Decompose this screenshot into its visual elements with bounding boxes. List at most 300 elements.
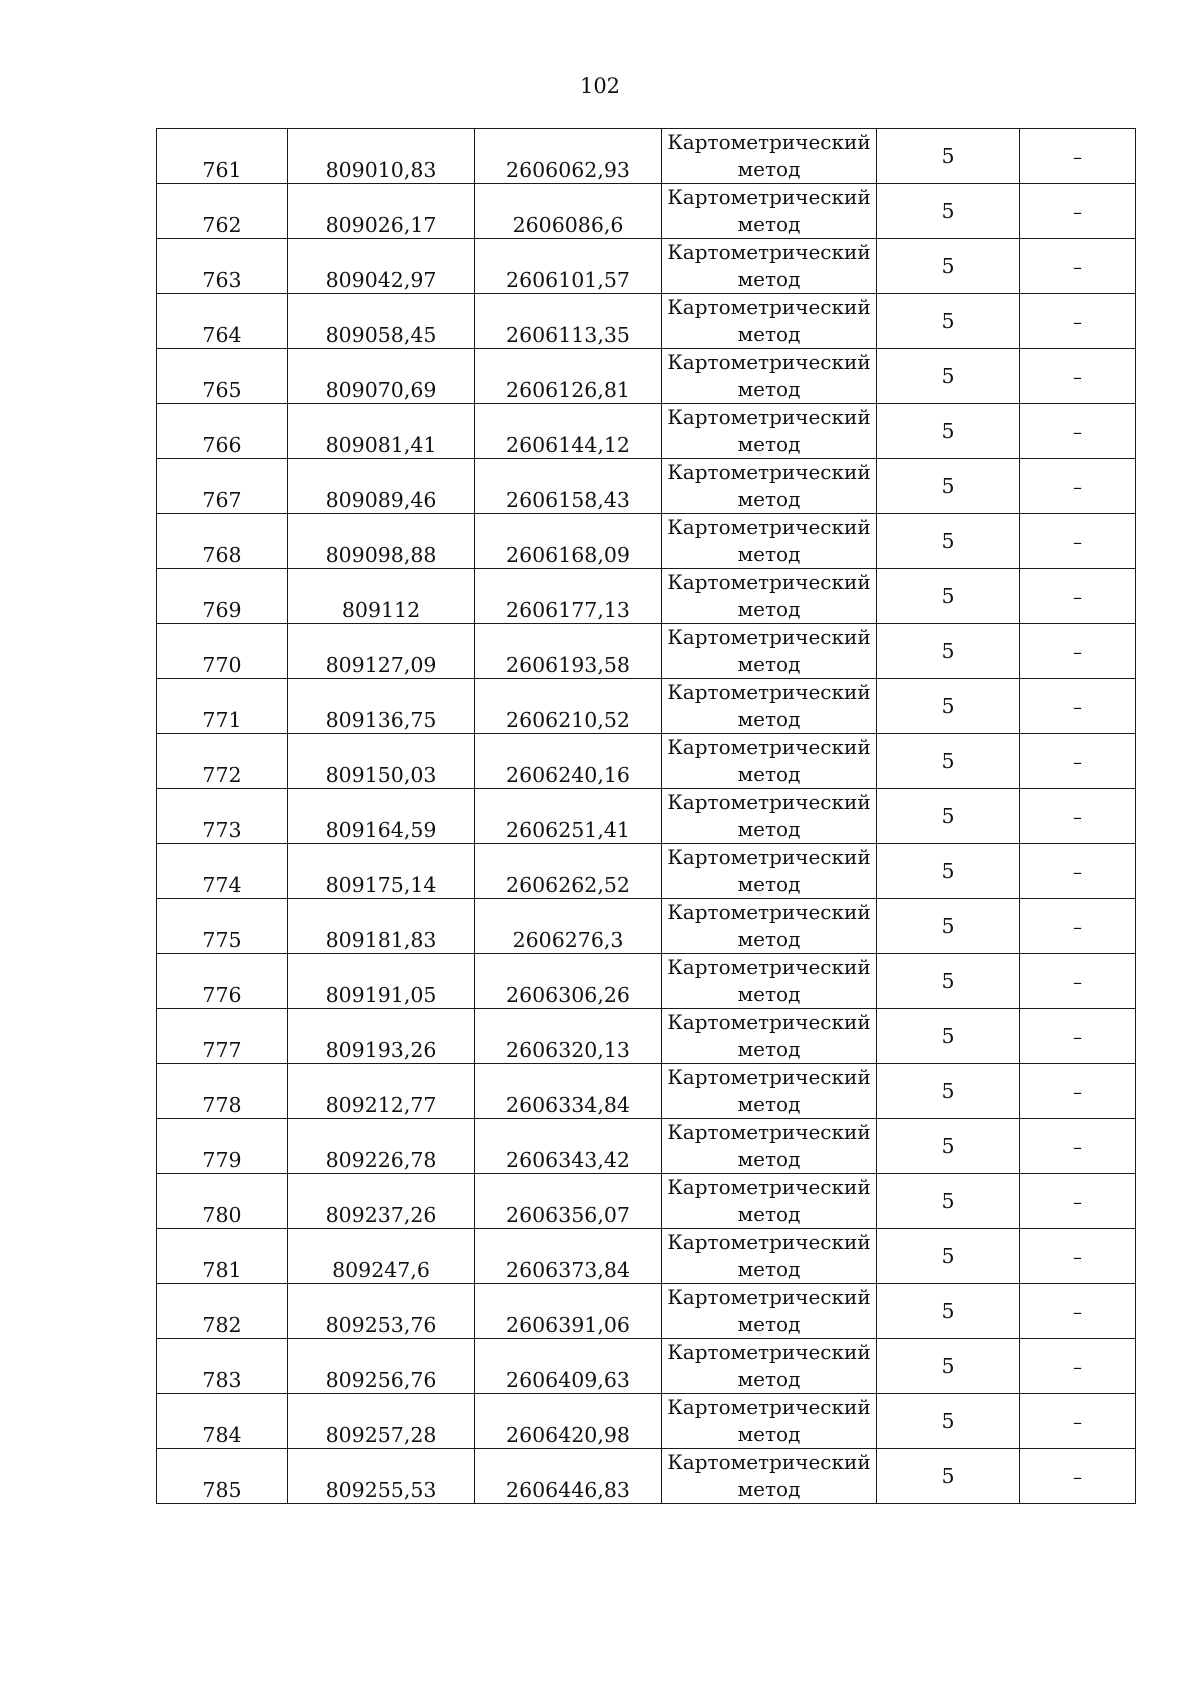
note-cell [1020,129,1136,184]
note-cell [1020,404,1136,459]
note-value: – [1073,917,1082,938]
accuracy-value: 5 [941,364,955,388]
method-line-2: метод [737,1477,801,1501]
y-coordinate-cell [475,1339,662,1394]
x-coordinate: 809193,26 [325,1038,437,1062]
point-number: 774 [202,873,242,897]
method-cell [662,1174,877,1229]
method-line-2: метод [737,157,801,181]
coordinates-table-body [157,129,1136,1504]
x-coordinate: 809257,28 [325,1423,437,1447]
x-coordinate: 809255,53 [325,1478,437,1502]
accuracy-cell [877,1174,1020,1229]
y-coordinate-cell [475,1229,662,1284]
method-line-1: Картометрический [667,295,871,319]
table-row [157,1064,1136,1119]
note-cell [1020,1284,1136,1339]
note-cell [1020,514,1136,569]
table-row [157,1174,1136,1229]
table-row [157,1229,1136,1284]
table-row [157,679,1136,734]
method-line-1: Картометрический [667,405,871,429]
y-coordinate-cell [475,514,662,569]
x-coordinate: 809247,6 [332,1258,430,1282]
y-coordinate: 2606373,84 [506,1258,630,1282]
y-coordinate-cell [475,1064,662,1119]
note-cell [1020,789,1136,844]
method-line-2: метод [737,707,801,731]
point-number-cell [157,459,288,514]
accuracy-value: 5 [941,804,955,828]
x-coordinate: 809212,77 [325,1093,437,1117]
method-line-2: метод [737,377,801,401]
y-coordinate-cell [475,1449,662,1504]
x-coordinate-cell [288,294,475,349]
accuracy-cell [877,1284,1020,1339]
x-coordinate: 809026,17 [325,213,437,237]
method-line-2: метод [737,872,801,896]
method-line-2: метод [737,1422,801,1446]
y-coordinate: 2606101,57 [506,268,630,292]
point-number-cell [157,844,288,899]
method-cell [662,129,877,184]
note-value: – [1073,1192,1082,1213]
method-line-2: метод [737,322,801,346]
x-coordinate-cell [288,129,475,184]
accuracy-cell [877,294,1020,349]
accuracy-value: 5 [941,474,955,498]
x-coordinate: 809058,45 [325,323,437,347]
method-cell [662,789,877,844]
note-cell [1020,569,1136,624]
table-row [157,1119,1136,1174]
method-cell [662,404,877,459]
y-coordinate-cell [475,899,662,954]
accuracy-cell [877,624,1020,679]
y-coordinate-cell [475,349,662,404]
method-cell [662,899,877,954]
x-coordinate-cell [288,1339,475,1394]
point-number-cell [157,1339,288,1394]
method-line-2: метод [737,1037,801,1061]
note-value: – [1073,312,1082,333]
table-row [157,1339,1136,1394]
accuracy-cell [877,184,1020,239]
note-value: – [1073,477,1082,498]
note-cell [1020,1064,1136,1119]
table-row [157,569,1136,624]
accuracy-cell [877,1009,1020,1064]
y-coordinate: 2606210,52 [506,708,630,732]
note-value: – [1073,752,1082,773]
method-line-2: метод [737,1147,801,1171]
table-row [157,1394,1136,1449]
method-line-1: Картометрический [667,900,871,924]
method-cell [662,1229,877,1284]
method-cell [662,239,877,294]
y-coordinate-cell [475,954,662,1009]
method-line-1: Картометрический [667,845,871,869]
method-line-1: Картометрический [667,790,871,814]
method-line-1: Картометрический [667,185,871,209]
x-coordinate: 809127,09 [325,653,437,677]
x-coordinate: 809150,03 [325,763,437,787]
table-row [157,1009,1136,1064]
y-coordinate-cell [475,239,662,294]
table-row [157,514,1136,569]
method-cell [662,1394,877,1449]
accuracy-value: 5 [941,254,955,278]
note-cell [1020,349,1136,404]
table-row [157,404,1136,459]
method-line-2: метод [737,817,801,841]
point-number: 770 [202,653,242,677]
x-coordinate: 809226,78 [325,1148,437,1172]
y-coordinate: 2606086,6 [512,213,624,237]
point-number: 762 [202,213,242,237]
y-coordinate: 2606276,3 [512,928,624,952]
y-coordinate-cell [475,459,662,514]
point-number: 773 [202,818,242,842]
table-row [157,239,1136,294]
method-line-2: метод [737,597,801,621]
accuracy-cell [877,239,1020,294]
method-line-2: метод [737,487,801,511]
accuracy-cell [877,1119,1020,1174]
point-number: 778 [202,1093,242,1117]
method-cell [662,1449,877,1504]
point-number-cell [157,184,288,239]
method-line-1: Картометрический [667,1340,871,1364]
x-coordinate-cell [288,1394,475,1449]
method-line-1: Картометрический [667,1450,871,1474]
method-cell [662,514,877,569]
note-value: – [1073,1247,1082,1268]
point-number-cell [157,1229,288,1284]
x-coordinate-cell [288,1284,475,1339]
x-coordinate: 809256,76 [325,1368,437,1392]
coordinates-table [156,128,1136,1504]
note-value: – [1073,422,1082,443]
point-number-cell [157,954,288,1009]
accuracy-cell [877,954,1020,1009]
method-line-2: метод [737,1257,801,1281]
x-coordinate-cell [288,1449,475,1504]
accuracy-value: 5 [941,584,955,608]
y-coordinate: 2606062,93 [506,158,630,182]
method-line-1: Картометрический [667,1285,871,1309]
accuracy-value: 5 [941,694,955,718]
y-coordinate: 2606334,84 [506,1093,630,1117]
x-coordinate-cell [288,1064,475,1119]
table-row [157,129,1136,184]
note-value: – [1073,1302,1082,1323]
point-number-cell [157,789,288,844]
note-cell [1020,459,1136,514]
y-coordinate: 2606251,41 [506,818,630,842]
method-cell [662,459,877,514]
accuracy-value: 5 [941,749,955,773]
table-row [157,1449,1136,1504]
table-row [157,899,1136,954]
y-coordinate-cell [475,1174,662,1229]
method-line-1: Картометрический [667,460,871,484]
method-line-1: Картометрический [667,1230,871,1254]
note-cell [1020,954,1136,1009]
point-number-cell [157,349,288,404]
method-line-2: метод [737,1202,801,1226]
point-number: 777 [202,1038,242,1062]
y-coordinate-cell [475,404,662,459]
method-cell [662,1284,877,1339]
accuracy-value: 5 [941,529,955,553]
y-coordinate: 2606193,58 [506,653,630,677]
y-coordinate: 2606420,98 [506,1423,630,1447]
note-cell [1020,844,1136,899]
accuracy-cell [877,1449,1020,1504]
accuracy-value: 5 [941,1354,955,1378]
method-line-1: Картометрический [667,680,871,704]
point-number-cell [157,514,288,569]
method-cell [662,734,877,789]
point-number-cell [157,1064,288,1119]
note-cell [1020,184,1136,239]
method-line-2: метод [737,1312,801,1336]
x-coordinate: 809237,26 [325,1203,437,1227]
accuracy-value: 5 [941,199,955,223]
point-number: 780 [202,1203,242,1227]
x-coordinate-cell [288,569,475,624]
method-line-2: метод [737,652,801,676]
table-row [157,294,1136,349]
point-number-cell [157,1284,288,1339]
point-number-cell [157,899,288,954]
method-line-1: Картометрический [667,735,871,759]
x-coordinate: 809070,69 [325,378,437,402]
note-value: – [1073,1357,1082,1378]
method-cell [662,349,877,404]
note-cell [1020,294,1136,349]
method-line-1: Картометрический [667,625,871,649]
y-coordinate-cell [475,129,662,184]
note-cell [1020,1449,1136,1504]
x-coordinate: 809089,46 [325,488,437,512]
point-number-cell [157,129,288,184]
table-row [157,624,1136,679]
y-coordinate-cell [475,1284,662,1339]
y-coordinate-cell [475,679,662,734]
accuracy-value: 5 [941,1024,955,1048]
method-line-1: Картометрический [667,130,871,154]
x-coordinate-cell [288,184,475,239]
method-cell [662,844,877,899]
note-cell [1020,734,1136,789]
point-number-cell [157,1174,288,1229]
accuracy-cell [877,349,1020,404]
point-number-cell [157,1009,288,1064]
accuracy-cell [877,129,1020,184]
x-coordinate-cell [288,954,475,1009]
y-coordinate: 2606409,63 [506,1368,630,1392]
y-coordinate: 2606158,43 [506,488,630,512]
y-coordinate: 2606113,35 [506,323,630,347]
x-coordinate-cell [288,789,475,844]
method-line-1: Картометрический [667,1120,871,1144]
y-coordinate: 2606262,52 [506,873,630,897]
x-coordinate-cell [288,899,475,954]
note-cell [1020,1339,1136,1394]
note-value: – [1073,697,1082,718]
point-number: 783 [202,1368,242,1392]
table-row [157,844,1136,899]
note-cell [1020,1229,1136,1284]
x-coordinate-cell [288,624,475,679]
accuracy-cell [877,569,1020,624]
accuracy-value: 5 [941,859,955,883]
method-line-1: Картометрический [667,1175,871,1199]
accuracy-cell [877,459,1020,514]
method-line-2: метод [737,762,801,786]
y-coordinate-cell [475,1009,662,1064]
point-number-cell [157,239,288,294]
accuracy-value: 5 [941,1134,955,1158]
note-cell [1020,624,1136,679]
method-line-1: Картометрический [667,570,871,594]
method-line-1: Картометрический [667,1010,871,1034]
x-coordinate: 809010,83 [325,158,437,182]
method-line-2: метод [737,267,801,291]
point-number-cell [157,294,288,349]
note-value: – [1073,532,1082,553]
x-coordinate-cell [288,734,475,789]
accuracy-cell [877,1064,1020,1119]
point-number: 784 [202,1423,242,1447]
accuracy-value: 5 [941,1189,955,1213]
method-line-2: метод [737,432,801,456]
accuracy-cell [877,899,1020,954]
accuracy-cell [877,844,1020,899]
method-cell [662,954,877,1009]
x-coordinate: 809136,75 [325,708,437,732]
method-line-2: метод [737,982,801,1006]
note-cell [1020,1394,1136,1449]
table-row [157,459,1136,514]
x-coordinate-cell [288,1119,475,1174]
method-line-2: метод [737,1367,801,1391]
note-value: – [1073,1137,1082,1158]
y-coordinate-cell [475,1394,662,1449]
table-row [157,349,1136,404]
accuracy-cell [877,789,1020,844]
y-coordinate-cell [475,294,662,349]
y-coordinate: 2606306,26 [506,983,630,1007]
point-number: 767 [202,488,242,512]
point-number: 775 [202,928,242,952]
accuracy-value: 5 [941,419,955,443]
method-cell [662,1339,877,1394]
x-coordinate: 809042,97 [325,268,437,292]
x-coordinate-cell [288,349,475,404]
accuracy-value: 5 [941,1464,955,1488]
point-number-cell [157,569,288,624]
method-cell [662,1009,877,1064]
x-coordinate: 809081,41 [325,433,437,457]
table-row [157,734,1136,789]
note-value: – [1073,1467,1082,1488]
method-line-1: Картометрический [667,955,871,979]
point-number-cell [157,1394,288,1449]
note-value: – [1073,367,1082,388]
point-number: 765 [202,378,242,402]
point-number-cell [157,1119,288,1174]
table-row [157,184,1136,239]
accuracy-value: 5 [941,1244,955,1268]
method-cell [662,679,877,734]
accuracy-value: 5 [941,1299,955,1323]
note-value: – [1073,257,1082,278]
x-coordinate-cell [288,1174,475,1229]
table-row [157,789,1136,844]
point-number: 779 [202,1148,242,1172]
x-coordinate-cell [288,679,475,734]
y-coordinate-cell [475,844,662,899]
point-number-cell [157,734,288,789]
y-coordinate-cell [475,624,662,679]
note-value: – [1073,807,1082,828]
x-coordinate: 809098,88 [325,543,437,567]
y-coordinate: 2606144,12 [506,433,630,457]
accuracy-cell [877,1339,1020,1394]
x-coordinate: 809175,14 [325,873,437,897]
method-cell [662,294,877,349]
point-number: 766 [202,433,242,457]
y-coordinate: 2606343,42 [506,1148,630,1172]
y-coordinate: 2606240,16 [506,763,630,787]
x-coordinate: 809164,59 [325,818,437,842]
note-cell [1020,899,1136,954]
note-value: – [1073,1412,1082,1433]
note-cell [1020,1009,1136,1064]
note-value: – [1073,1027,1082,1048]
accuracy-value: 5 [941,1409,955,1433]
note-value: – [1073,202,1082,223]
method-line-1: Картометрический [667,240,871,264]
method-cell [662,1119,877,1174]
point-number: 763 [202,268,242,292]
note-value: – [1073,972,1082,993]
method-line-1: Картометрический [667,350,871,374]
y-coordinate-cell [475,1119,662,1174]
x-coordinate-cell [288,1009,475,1064]
method-line-2: метод [737,542,801,566]
point-number: 782 [202,1313,242,1337]
table-row [157,1284,1136,1339]
y-coordinate: 2606356,07 [506,1203,630,1227]
point-number: 761 [202,158,242,182]
accuracy-cell [877,734,1020,789]
x-coordinate-cell [288,844,475,899]
note-value: – [1073,1082,1082,1103]
point-number: 772 [202,763,242,787]
note-value: – [1073,587,1082,608]
x-coordinate-cell [288,459,475,514]
accuracy-value: 5 [941,639,955,663]
method-line-1: Картометрический [667,515,871,539]
y-coordinate: 2606391,06 [506,1313,630,1337]
accuracy-cell [877,679,1020,734]
point-number: 768 [202,543,242,567]
x-coordinate-cell [288,404,475,459]
